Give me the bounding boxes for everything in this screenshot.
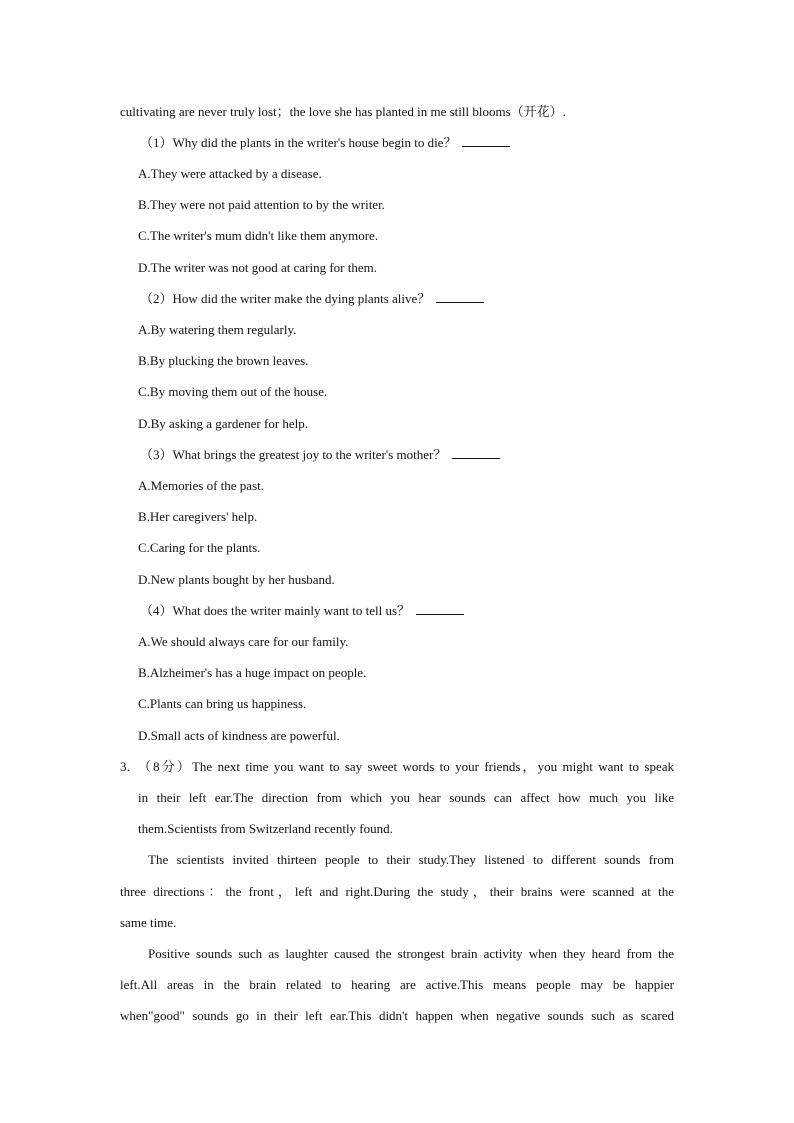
question-3-option-a: A.Memories of the past. [138,478,265,493]
section-3-number: 3． [120,759,140,774]
question-4-option-c: C.Plants can bring us happiness. [138,696,307,711]
question-4-option-b: B.Alzheimer's has a huge impact on people. [138,665,367,680]
paragraph-2-line-2: three directions：the front，left and right.During the study，their brains were scanned at the [120,884,674,899]
question-3-option-d: D.New plants bought by her husband. [138,572,335,587]
question-3-stem [140,447,794,463]
section-3-line-3: them.Scientists from Switzerland recently found. [138,821,393,836]
question-3-option-b: B.Her caregivers' help. [138,509,258,524]
paragraph-3-line-2: left.All areas in the brain related to hearing are active.This means people may be happier [120,977,674,992]
question-4-text: （4）What does the writer mainly want to tell us？ [140,603,411,618]
section-3-line-1: （8分）The next time you want to say sweet words to your friends，you might want to speak [138,759,674,774]
question-4-stem [140,603,794,619]
answer-blank-2[interactable] [436,301,484,303]
question-1-option-c: C.The writer's mum didn't like them anymore. [138,228,379,243]
question-1-option-d: D.The writer was not good at caring for them. [138,260,377,275]
question-2-option-b: B.By plucking the brown leaves. [138,353,309,368]
question-2-text: （2）How did the writer make the dying plants alive？ [140,291,431,306]
passage-end-line: cultivating are never truly lost；the love she has planted in me still blooms（开花）. [120,104,566,119]
question-2-stem [140,291,794,307]
question-1-text: （1）Why did the plants in the writer's house begin to die？ [140,135,457,150]
paragraph-2-line-1: The scientists invited thirteen people to their study.They listened to different sounds from [148,852,674,867]
question-1-option-a: A.They were attacked by a disease. [138,166,322,181]
question-4-option-a: A.We should always care for our family. [138,634,349,649]
answer-blank-1[interactable] [462,145,510,147]
question-2-option-d: D.By asking a gardener for help. [138,416,309,431]
answer-blank-4[interactable] [416,613,464,615]
question-1-option-b: B.They were not paid attention to by the writer. [138,197,385,212]
paragraph-3-line-3: when"good" sounds go in their left ear.This didn't happen when negative sounds such as scared [120,1008,674,1023]
paragraph-2-line-3: same time. [120,915,177,930]
question-1-stem [140,135,794,151]
question-2-option-a: A.By watering them regularly. [138,322,297,337]
question-3-option-c: C.Caring for the plants. [138,540,261,555]
question-2-option-c: C.By moving them out of the house. [138,384,328,399]
question-3-text: （3）What brings the greatest joy to the writer's mother？ [140,447,447,462]
answer-blank-3[interactable] [452,457,500,459]
section-3-line-2: in their left ear.The direction from which you hear sounds can affect how much you like [138,790,674,805]
paragraph-3-line-1: Positive sounds such as laughter caused the strongest brain activity when they heard from the [148,946,674,961]
question-4-option-d: D.Small acts of kindness are powerful. [138,728,340,743]
